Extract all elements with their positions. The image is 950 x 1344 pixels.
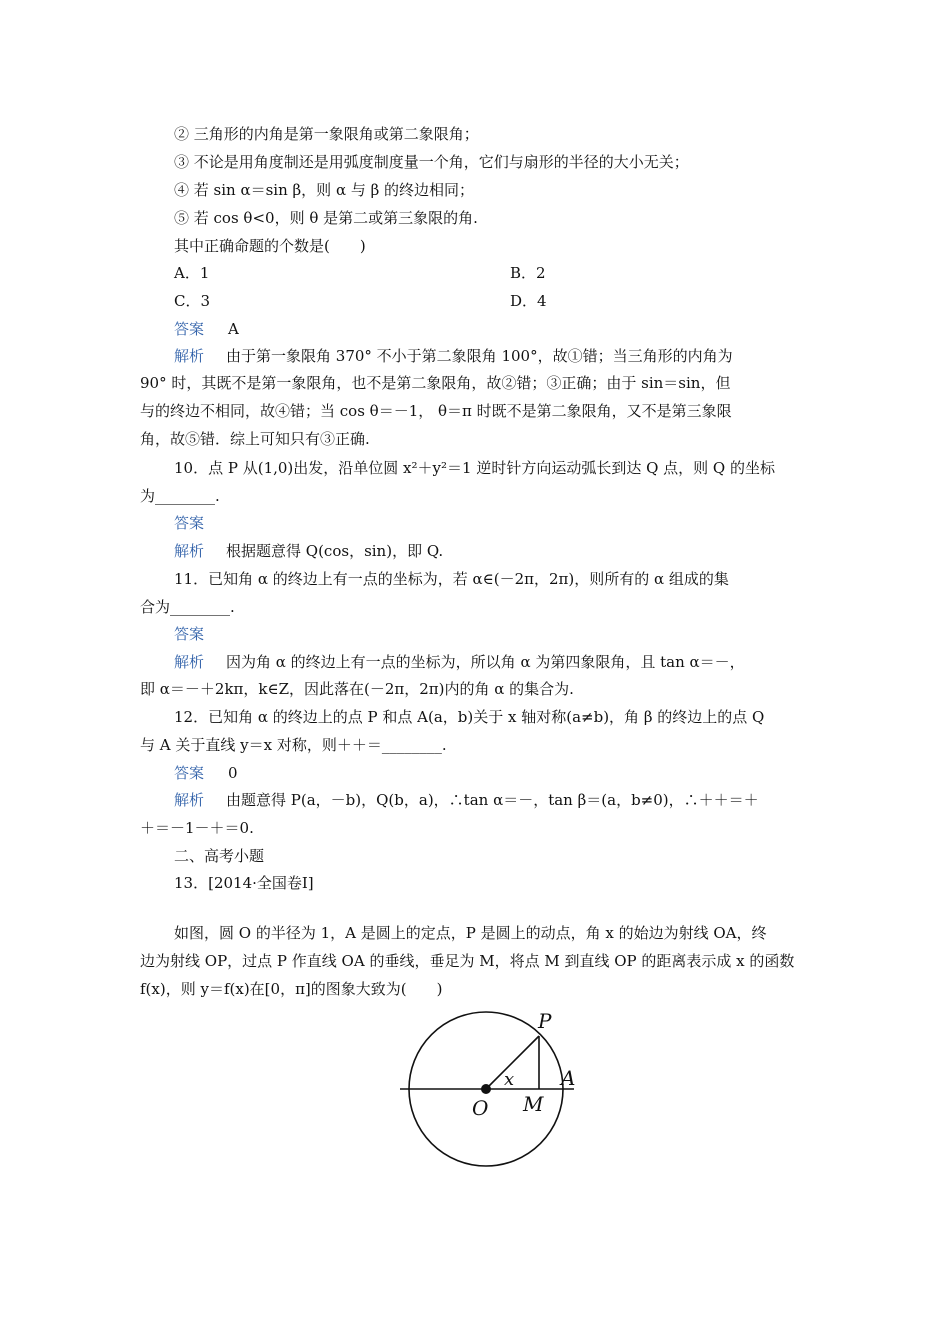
option-d: D．4: [510, 292, 547, 310]
unit-circle-diagram: [392, 1005, 592, 1170]
explanation-label: 解析: [174, 653, 205, 671]
statement-5: ⑤ 若 cos θ<0，则 θ 是第二或第三象限的角.: [174, 209, 478, 227]
answer-label: 答案: [174, 764, 205, 782]
option-a: A．1: [174, 264, 210, 282]
explanation-12-line-1: 解析 由题意得 P(a，－b)，Q(b，a)，∴tan α＝－，tan β＝(a，b≠0)，∴＋＋＝＋: [174, 791, 759, 809]
explanation-label: 解析: [174, 542, 205, 560]
question-13-line-3: f(x)，则 y＝f(x)在[0，π]的图象大致为( ): [140, 980, 443, 998]
section-heading: 二、高考小题: [174, 847, 265, 865]
answer-label: 答案: [174, 320, 205, 338]
explanation-label: 解析: [174, 347, 205, 365]
center-point: [481, 1084, 491, 1094]
label-o: O: [472, 1096, 489, 1120]
question-11-line-2: 合为________.: [140, 598, 235, 616]
label-p: P: [538, 1009, 552, 1033]
explanation-9-line-3: 与的终边不相同，故④错；当 cos θ＝－1， θ＝π 时既不是第二象限角，又不是第三象限: [140, 402, 732, 420]
question-12-line-1: 12．已知角 α 的终边上的点 P 和点 A(a，b)关于 x 轴对称(a≠b)，角 β 的终边上的点 Q: [174, 708, 765, 726]
explanation-11-line-1: 解析 因为角 α 的终边上有一点的坐标为，所以角 α 为第四象限角，且 tan α＝－，: [174, 653, 745, 671]
label-x: x: [504, 1069, 515, 1090]
unit-circle-figure: [392, 1005, 592, 1170]
explanation-11-line-2: 即 α＝－＋2kπ，k∈Z，因此落在(－2π，2π)内的角 α 的集合为.: [140, 680, 574, 698]
explanation-label: 解析: [174, 791, 205, 809]
question-10-line-2: 为________.: [140, 487, 220, 505]
explanation-10: 解析 根据题意得 Q(cos，sin)，即 Q.: [174, 542, 444, 560]
question-11-line-1: 11．已知角 α 的终边上有一点的坐标为，若 α∈(－2π，2π)，则所有的 α 组成的集: [174, 570, 729, 588]
answer-11-label: 答案: [174, 625, 205, 643]
answer-9: [174, 319, 239, 339]
question-13-line-1: 如图，圆 O 的半径为 1，A 是圆上的定点，P 是圆上的动点，角 x 的始边为射线 OA，终: [174, 924, 767, 942]
answer-value: A: [228, 320, 239, 338]
statement-3: ③ 不论是用角度制还是用弧度制度量一个角，它们与扇形的半径的大小无关；: [174, 153, 689, 171]
option-c: C．3: [174, 292, 211, 310]
explanation-12-line-2: ＋＝－1－＋＝0.: [140, 819, 254, 837]
option-b: B．2: [510, 264, 546, 282]
label-m: M: [523, 1092, 544, 1116]
statement-4: ④ 若 sin α＝sin β，则 α 与 β 的终边相同；: [174, 181, 475, 199]
statement-2: ② 三角形的内角是第一象限角或第二象限角；: [174, 125, 479, 143]
question-13-heading: 13．[2014·全国卷Ⅰ]: [174, 874, 314, 892]
explanation-9-line-1: 解析 由于第一象限角 370° 不小于第二象限角 100°，故①错；当三角形的内角为: [174, 347, 733, 365]
question-13-line-2: 边为射线 OP，过点 P 作直线 OA 的垂线，垂足为 M，将点 M 到直线 OP 的距离表示成 x 的函数: [140, 952, 795, 970]
question-9-stem: 其中正确命题的个数是( ): [174, 237, 366, 255]
question-10-line-1: 10．点 P 从(1,0)出发，沿单位圆 x²＋y²＝1 逆时针方向运动弧长到达 Q 点，则 Q 的坐标: [174, 459, 775, 477]
answer-12: [174, 763, 238, 783]
label-a: A: [561, 1066, 576, 1090]
explanation-9-line-4: 角，故⑤错．综上可知只有③正确.: [140, 430, 370, 448]
question-12-line-2: 与 A 关于直线 y＝x 对称，则＋＋＝________.: [140, 736, 447, 754]
answer-value: 0: [228, 764, 238, 782]
explanation-9-line-2: 90° 时，其既不是第一象限角，也不是第二象限角，故②错；③正确；由于 sin＝sin，但: [140, 374, 731, 392]
answer-10-label: 答案: [174, 514, 205, 532]
